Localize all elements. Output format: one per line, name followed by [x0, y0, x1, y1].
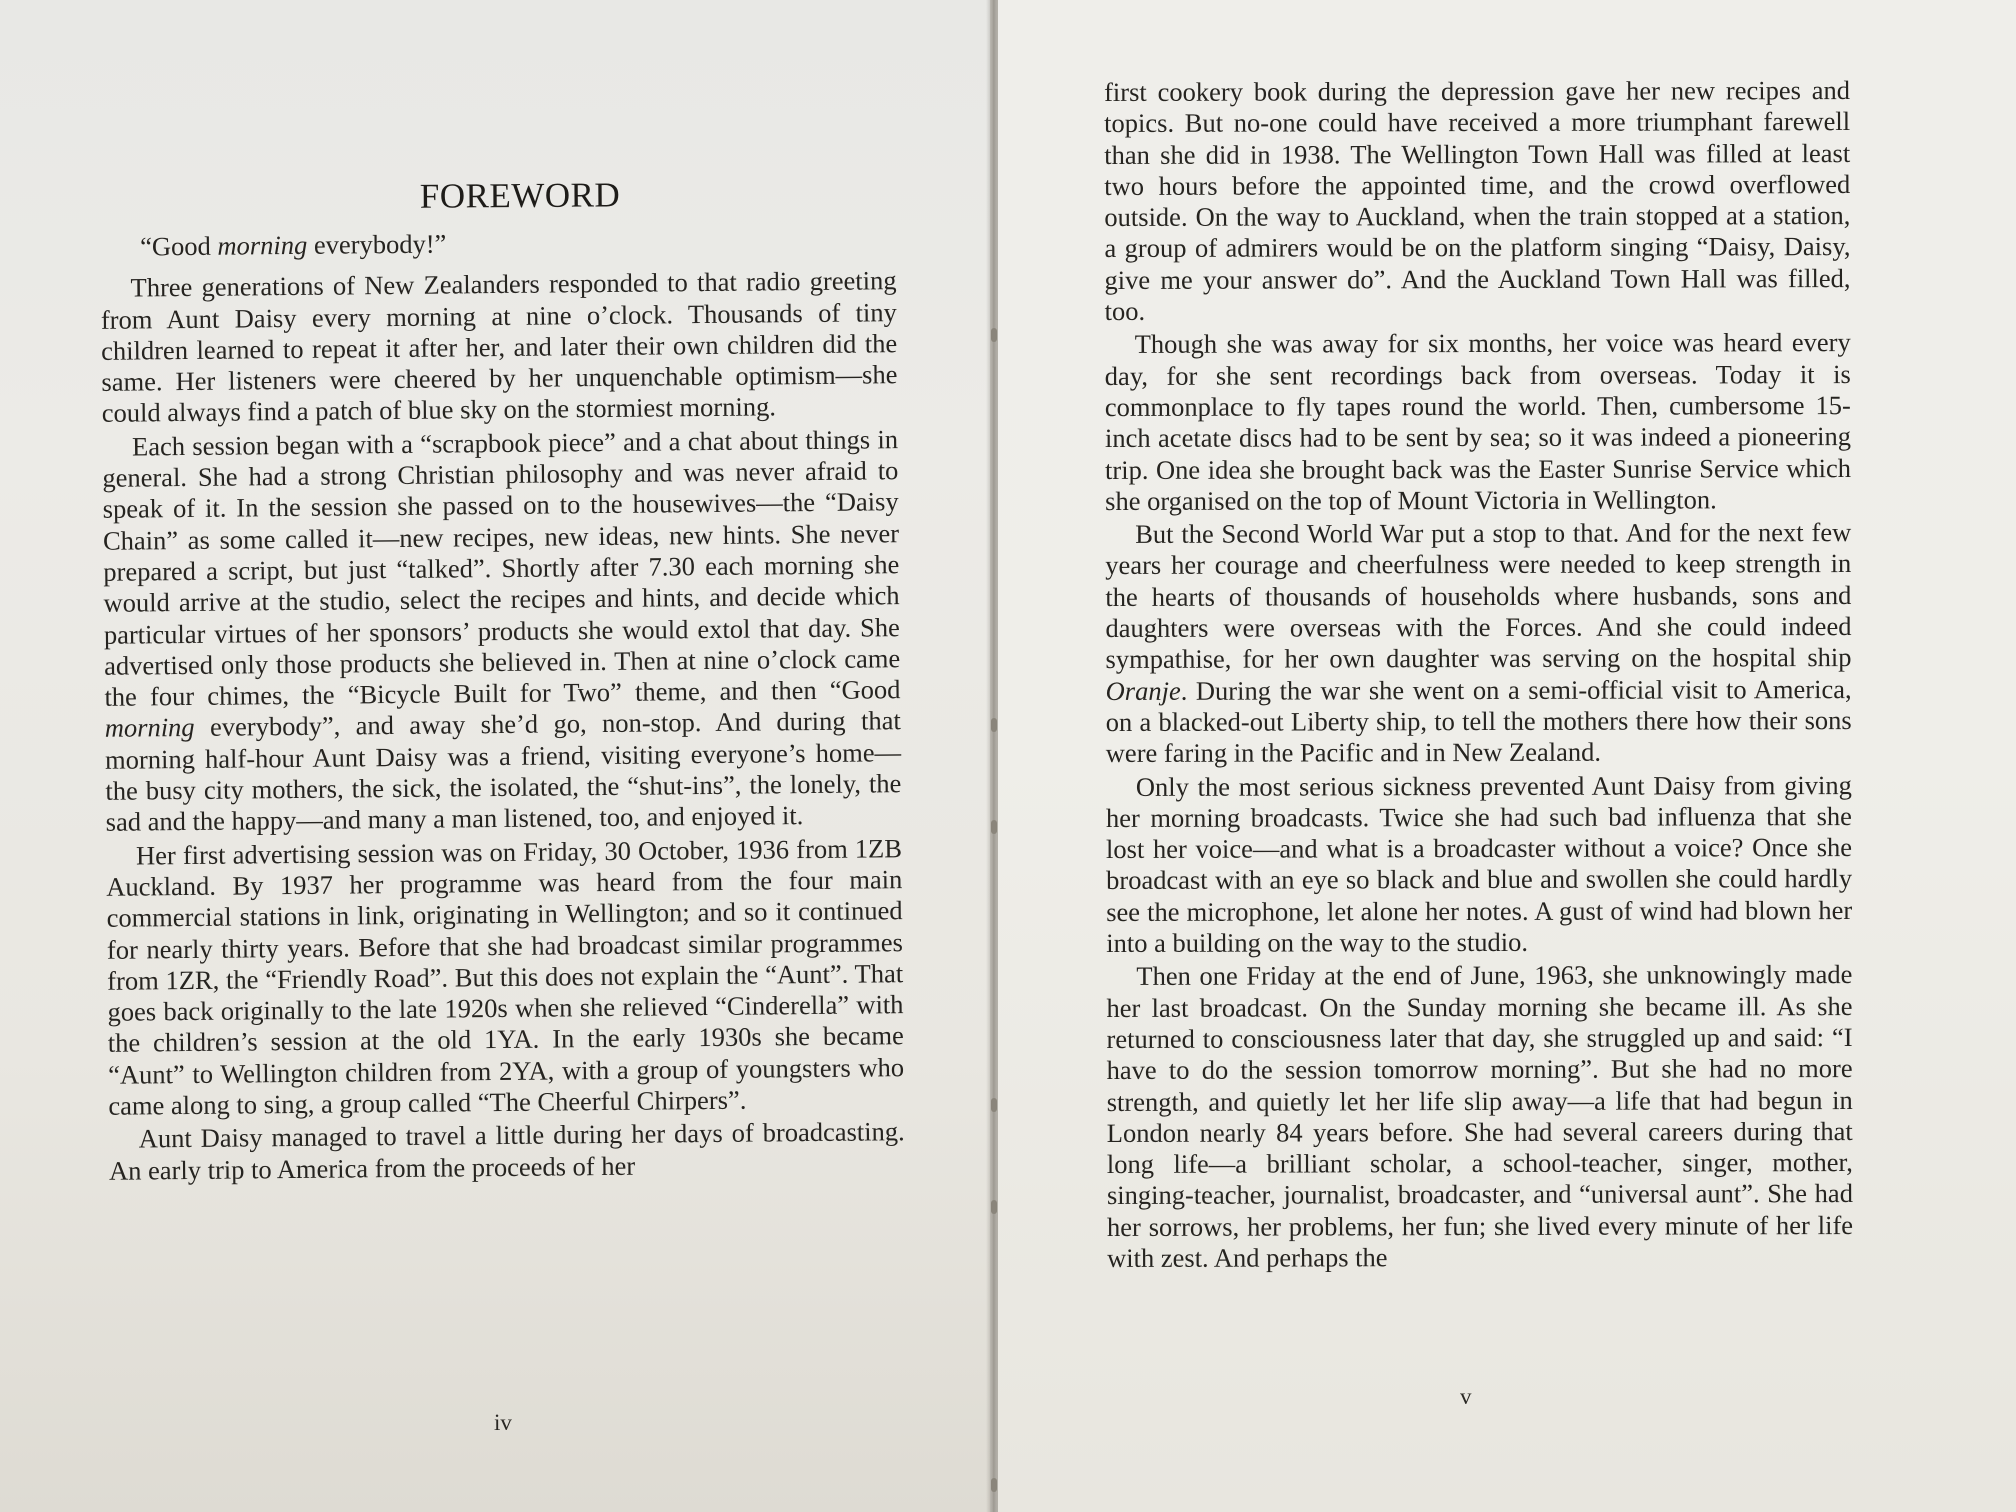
greeting-text-start: “Good	[140, 230, 218, 262]
left-page	[0, 0, 990, 1512]
right-paragraph-4: Only the most serious sickness prevented Aunt Daisy from giving her morning broadcasts. Twice she had such bad influenza that she lost her voice—and what is a broadcaster without a voice? Once she broadcast with an eye so black and blue and swollen she could hardly see the microphone, let alone her notes. A gust of wind had blown her into a building on the way to the studio.	[1105, 769, 1853, 958]
page-number-left: iv	[494, 1410, 512, 1435]
greeting-text-end: everybody!”	[307, 228, 447, 260]
binding-stitch	[991, 718, 997, 732]
left-page-text	[100, 224, 905, 1189]
right-paragraph-3	[1105, 517, 1852, 769]
foreword-heading: FOREWORD	[419, 175, 621, 216]
right-paragraph-3-start: But the Second World War put a stop to that. And for the next few years her courage and cheerfulness were needed to keep strength in the hearts of thousands of households where husbands, sons and daughters were overseas with the Forces. And she could indeed sympathise, for her own daughter was serving on the hospital ship	[1105, 517, 1852, 675]
greeting-line	[100, 224, 896, 263]
page-number-right: v	[1460, 1384, 1472, 1409]
left-paragraph-2-start: Each session began with a “scrapbook piece” and a chat about things in general. She had a strong Christian philosophy and was never afraid to speak of it. In the session she passed on to the housewives—the “Daisy Chain” as some called it—new recipes, new ideas, new hints. She never prepared a script, but just “talked”. Shortly after 7.30 each morning she would arrive at the studio, select the recipes and hints, and decide which particular virtues of her sponsors’ products she would extol that day. She advertised only those products she believed in. Then at nine o’clock came the four chimes, the “Bicycle Built for Two” theme, and then “Good	[102, 423, 901, 712]
left-paragraph-2-italic: morning	[104, 712, 195, 744]
left-paragraph-1: Three generations of New Zealanders responded to that radio greeting from Aunt Daisy every morning at nine o’clock. Thousands of tiny children learned to repeat it after her, and later their own children did the same. Her listeners were cheered by her unquenchable optimism—she could always find a patch of blue sky on the stormiest morning.	[100, 265, 898, 429]
binding-stitch	[991, 820, 997, 834]
binding-stitch	[991, 1098, 997, 1112]
ship-name-italic: Oranje	[1105, 675, 1181, 706]
right-paragraph-2: Though she was away for six months, her voice was heard every day, for she sent recordings back from overseas. Today it is commonplace to fly tapes round the world. Then, cumbersome 15-inch acetate discs had to be sent by sea; so it was indeed a pioneering trip. One idea she brought back was the Easter Sunrise Service which she organised on the top of Mount Victoria in Wellington.	[1104, 327, 1852, 516]
binding-stitch	[991, 328, 997, 342]
right-paragraph-5: Then one Friday at the end of June, 1963, she unknowingly made her last broadcast. On the Sunday morning she became ill. As she returned to consciousness later that day, she struggled up and said: “I have to do the session tomorrow morning”. But she had no more strength, and quietly let her life slip away—a life that had begun in London nearly 84 years before. She had several careers during that long life—a brilliant scholar, a school-teacher, singer, mother, singing-teacher, journalist, broadcaster, and “universal aunt”. She had her sorrows, her problems, her fun; she lived every minute of her life with zest. And perhaps the	[1106, 959, 1854, 1273]
right-paragraph-3-end: . During the war she went on a semi-official visit to America, on a blacked-out Liberty ship, to tell the mothers there how their sons were faring in the Pacific and in New Zealand.	[1105, 673, 1852, 769]
right-paragraph-1: first cookery book during the depression gave her new recipes and topics. But no-one could have received a more triumphant farewell than she did in 1938. The Wellington Town Hall was filled at least two hours before the appointed time, and the crowd overflowed outside. On the way to Auckland, when the train stopped at a station, a group of admirers would be on the platform singing “Daisy, Daisy, give me your answer do”. And the Auckland Town Hall was filled, too.	[1104, 75, 1851, 327]
left-paragraph-2-end: everybody”, and away she’d go, non-stop. And during that morning half-hour Aunt Daisy was a friend, visiting everyone’s home—the busy city mothers, the sick, the isolated, the “shut-ins”, the lonely, the sad and the happy—and many a man listened, too, and enjoyed it.	[104, 705, 902, 838]
left-paragraph-2	[102, 424, 902, 838]
left-paragraph-4: Aunt Daisy managed to travel a little during her days of broadcasting. An early trip to America from the proceeds of her	[108, 1116, 905, 1186]
right-page-text	[1104, 75, 1853, 1276]
greeting-italic-word: morning	[217, 229, 308, 261]
left-paragraph-3: Her first advertising session was on Friday, 30 October, 1936 from 1ZB Auckland. By 1937 her programme was heard from the four main commercial stations in link, originating in Wellington; and so it continued for nearly thirty years. Before that she had broadcast similar programmes from 1ZR, the “Friendly Road”. But this does not explain the “Aunt”. That goes back originally to the late 1920s when she relieved “Cinderella” with the children’s session at the old 1YA. In the early 1930s she became “Aunt” to Wellington children from 2YA, with a group of youngsters who came along to sing, a group called “The Cheerful Chirpers”.	[106, 832, 905, 1121]
binding-stitch	[991, 1478, 997, 1492]
binding-stitch	[991, 1200, 997, 1214]
